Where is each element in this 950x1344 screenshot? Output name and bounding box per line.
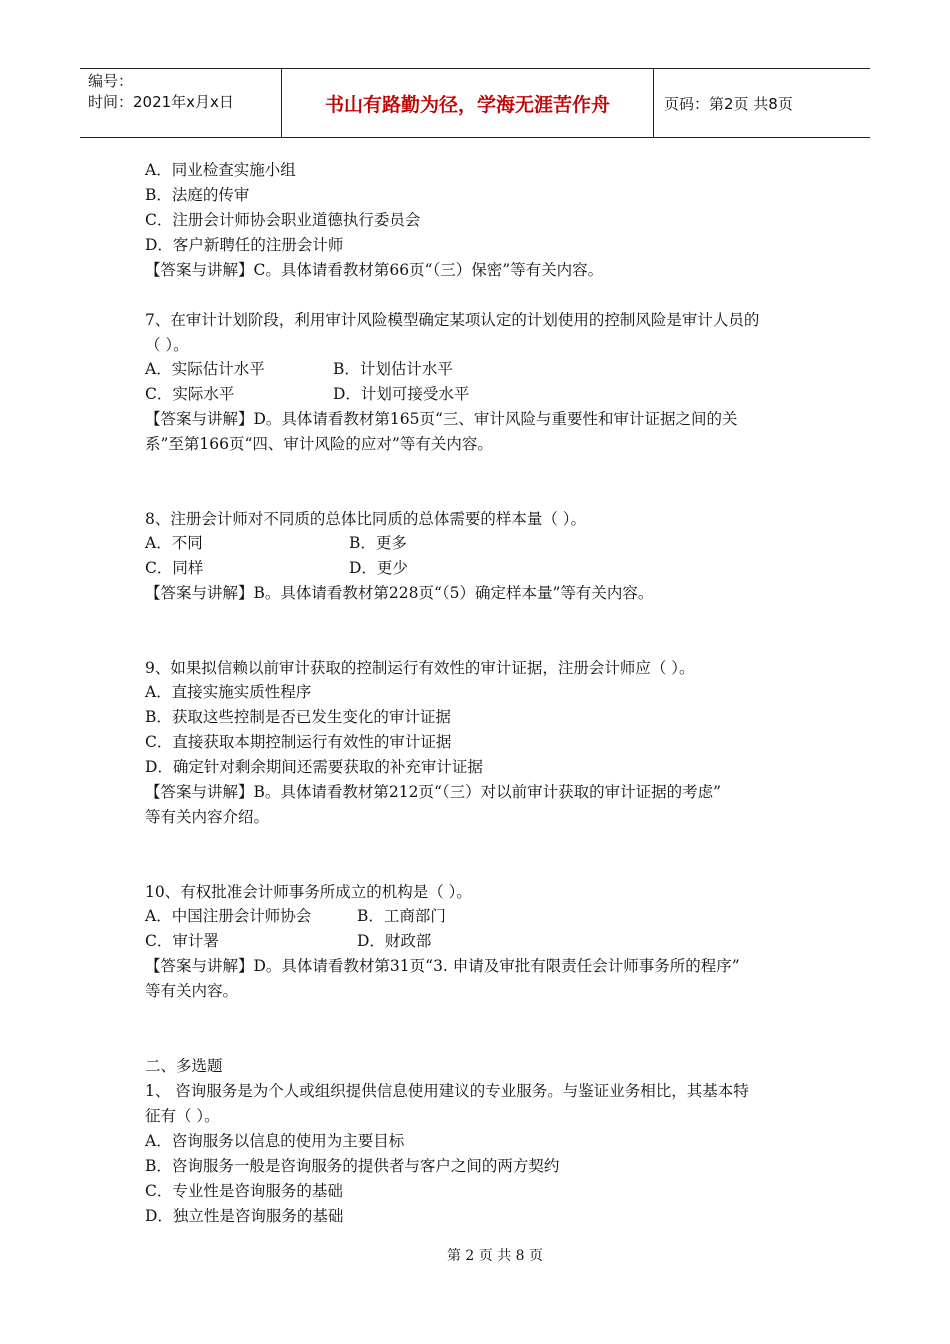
question-line: 7、在审计计划阶段，利用审计风险模型确定某项认定的计划使用的控制风险是审计人员的 <box>145 311 760 329</box>
section-heading: 二、多选题 <box>145 1057 223 1075</box>
page-header <box>80 68 870 138</box>
option-line: D．财政部 <box>357 932 432 950</box>
option-line: B．计划估计水平 <box>333 360 453 378</box>
header-motto: 书山有路勤为径，学海无涯苦作舟 <box>282 69 654 137</box>
answer-line: 【答案与讲解】B。具体请看教材第212页“（三）对以前审计获取的审计证据的考虑” <box>145 783 722 801</box>
option-line: A．中国注册会计师协会 <box>145 907 312 925</box>
option-line: B．获取这些控制是否已发生变化的审计证据 <box>145 708 451 726</box>
answer-line: 等有关内容介绍。 <box>145 808 270 826</box>
answer-line: 【答案与讲解】D。具体请看教材第165页“三、审计风险与重要性和审计证据之间的关 <box>145 410 738 428</box>
option-line: C．实际水平 <box>145 385 235 403</box>
answer-line: 系”至第166页“四、审计风险的应对”等有关内容。 <box>145 435 493 453</box>
option-line: A．咨询服务以信息的使用为主要目标 <box>145 1132 405 1150</box>
text-line: B．法庭的传审 <box>145 186 250 204</box>
option-line: C．同样 <box>145 559 204 577</box>
option-line: D．计划可接受水平 <box>333 385 470 403</box>
question-line: 9、如果拟信赖以前审计获取的控制运行有效性的审计证据，注册会计师应（ ）。 <box>145 659 695 677</box>
text-line: D．客户新聘任的注册会计师 <box>145 236 344 254</box>
option-line: B．更多 <box>349 534 407 552</box>
option-line: D．确定针对剩余期间还需要获取的补充审计证据 <box>145 758 483 776</box>
question-line: 10、有权批准会计师事务所成立的机构是（ ）。 <box>145 883 472 901</box>
option-line: C．审计署 <box>145 932 219 950</box>
document-date: 时间：2021年x月x日 <box>88 93 234 111</box>
question-line: 征有（ ）。 <box>145 1107 220 1125</box>
question-line: 8、注册会计师对不同质的总体比同质的总体需要的样本量（ ）。 <box>145 510 587 528</box>
document-number: 编号： <box>88 72 134 90</box>
answer-line: 【答案与讲解】C。具体请看教材第66页“（三）保密”等有关内容。 <box>145 261 604 279</box>
answer-line: 【答案与讲解】B。具体请看教材第228页“（5）确定样本量”等有关内容。 <box>145 584 654 602</box>
question-line: （ ）。 <box>145 336 189 354</box>
page-footer: 第 2 页 共 8 页 <box>446 1248 544 1264</box>
option-line: A．直接实施实质性程序 <box>145 683 312 701</box>
question-line: 1、 咨询服务是为个人或组织提供信息使用建议的专业服务。与鉴证业务相比，其基本特 <box>145 1082 749 1100</box>
header-page-info: 页码：第2页 共8页 <box>664 94 793 113</box>
option-line: B．咨询服务一般是咨询服务的提供者与客户之间的两方契约 <box>145 1157 560 1175</box>
option-line: D．更少 <box>349 559 408 577</box>
answer-line: 等有关内容。 <box>145 982 239 1000</box>
text-line: C．注册会计师协会职业道德执行委员会 <box>145 211 421 229</box>
option-line: A．不同 <box>145 534 203 552</box>
option-line: C．直接获取本期控制运行有效性的审计证据 <box>145 733 452 751</box>
header-left <box>80 69 282 137</box>
option-line: D．独立性是咨询服务的基础 <box>145 1207 344 1225</box>
option-line: B．工商部门 <box>357 907 446 925</box>
text-line: A．同业检查实施小组 <box>145 161 296 179</box>
answer-line: 【答案与讲解】D。具体请看教材第31页“3. 申请及审批有限责任会计师事务所的程序” <box>145 957 740 975</box>
option-line: A．实际估计水平 <box>145 360 265 378</box>
option-line: C．专业性是咨询服务的基础 <box>145 1182 343 1200</box>
